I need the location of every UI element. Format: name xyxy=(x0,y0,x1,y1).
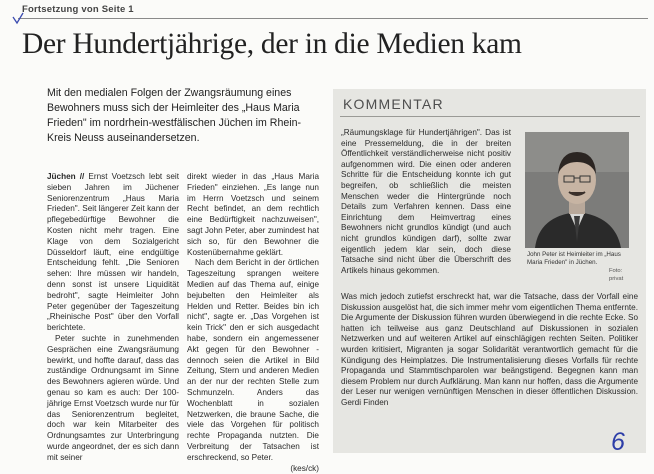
article-paragraph: Peter suchte in zunehmenden Gesprächen eine Zwangsräumung bewirkt, und hoffte darauf, dass das zuständige Ordnungsamt im Sinne des Bewohners agieren würde. Und genau so kam es auch: Der 100-jährige Ernst Voetzsch wurde nur für das Seniorenzentrum begleitet, doch war kein Mitarbeiter des Ordnungsamtes zur Unterbringung wurde angeordnet, der es sich dann mit seiner xyxy=(47,333,179,462)
kommentar-rule xyxy=(340,116,640,117)
kicker-text: Fortsetzung von Seite 1 xyxy=(22,4,134,15)
article-paragraph: direkt wieder in das „Haus Maria Frieden" einziehen. „Es lange nun im Herrn Voetzsch und seinem Recht befindet, an dem rechtlich eine Bedürftigkeit nachzuweisen", sagt John Peter, aber zumindest hat sich so, für den Bewohner die Kostenübernahme geklärt. xyxy=(187,172,319,257)
article-paragraph xyxy=(47,172,179,334)
kommentar-title: KOMMENTAR xyxy=(343,96,444,112)
kicker-rule xyxy=(18,18,648,19)
portrait-photo xyxy=(525,132,629,248)
dateline: Jüchen // xyxy=(47,172,85,181)
lead-paragraph: Mit den medialen Folgen der Zwangsräumung eines Bewohners muss sich der Heimleiter des „Haus Maria Frieden" im nordrhein-westfälischen Jüchen im Rhein-Kreis Neuss auseinandersetzen. xyxy=(47,87,302,144)
caption-text: John Peter ist Heimleiter im „Haus Maria Frieden" in Jüchen. xyxy=(527,251,621,266)
photo-credit: Foto: privat xyxy=(609,268,624,282)
article-column-1 xyxy=(47,172,179,464)
photo-caption xyxy=(527,251,637,282)
handwritten-page-number: 6 xyxy=(611,428,625,456)
article-column-2 xyxy=(187,172,319,474)
handwritten-check-mark xyxy=(11,12,25,26)
kommentar-paragraph-1: „Räumungsklage für Hundertjährigen". Das ist eine Pressemeldung, die in der breiten Öffentlichkeit verständlicherweise nicht positiv aufgenommen wird. Die einen oder anderen Schritte für die Entscheidung konnte ich gut begreifen, ob schließlich die meisten Menschen weder die Hintergründe noch Details zum Verfahren kennen. Dass eine Einrichtung dem Heimvertrag eines Bewohners nicht grundlos kündigt (und auch nicht grundlos kündigen darf), sollte zwar eigentlich jedem klar sein, doch diese Tatsache sind nicht über die Überschrift des Artikels hinaus gekommen. xyxy=(341,128,511,275)
headline: Der Hundertjährige, der in die Medien kam xyxy=(22,28,522,60)
article-paragraph: Nach dem Bericht in der örtlichen Tageszeitung sprangen weitere Medien auf das Thema auf, einige bejubelten den Heimleiter als Helden und Retter. Beides bin ich nicht", sagte er. „Das Vorgehen ist kein Trick" den er sich ausgedacht habe, sondern ein angemessener Akt gegen für den Bewohner - dennoch seien die Artikel in Bild Zeitung, Stern und anderen Medien an der nur der rechten Stelle zum Schmunzeln. Anders das Wochenblatt in sozialen Netzwerken, die braune Sache, die viele das Vorgehen für politisch rechte Propaganda nutzten. Die Verbreitung der Tatsachen ist erschreckend, so Peter. xyxy=(187,258,319,462)
paragraph-text: Ernst Voetzsch lebt seit sieben Jahren im Jüchener Seniorenzentrum „Haus Maria Frieden". Seit längerer Zeit kann der pflegebedürftige Bewohner die Kosten nicht mehr tragen. Eine Klage von dem Sozialgericht Düsseldorf läuft, eine endgültige Entscheidung fehlt. „Die Senioren sehen: Ihre müssen wir handeln, denn sonst ist unsere Liquidität bedroht", sagte Heimleiter John Peter gegenüber der Tageszeitung „Rheinische Post" über den Vorfall berichtete. xyxy=(47,172,179,333)
kommentar-paragraph-2: Was mich jedoch zutiefst erschreckt hat, war die Tatsache, dass der Vorfall eine Diskussion ausgelöst hat, die sich immer mehr vom eigentlichen Thema entfernte. Die Argumente der Diskussion führen wurden überwiegend in die rechte Ecke. So hatten ich teilweise aus ganz Deutschland auf Diskussionen in sozialen Netzwerken und auf weiteren Artikel auf einschlägigen rechten Seiten. Politiker wurden kritisiert, Migranten ja sogar Solidarität verantwortlich gemacht für die Kündigung des Heimplatzes. Die Instrumentalisierung dieses Vorfalls für rechte Propaganda und Stammtischparolen war beängstigend. Begegnen kann man diesem Problem nur durch Aufklärung. Man kann nur hoffen, dass die Argumente der Leser nur wenigen vernünftigen Menschen in dieser öffentlichen Diskussion. Gerdi Finden xyxy=(341,292,639,407)
author-signature: (kes/ck) xyxy=(290,463,319,473)
